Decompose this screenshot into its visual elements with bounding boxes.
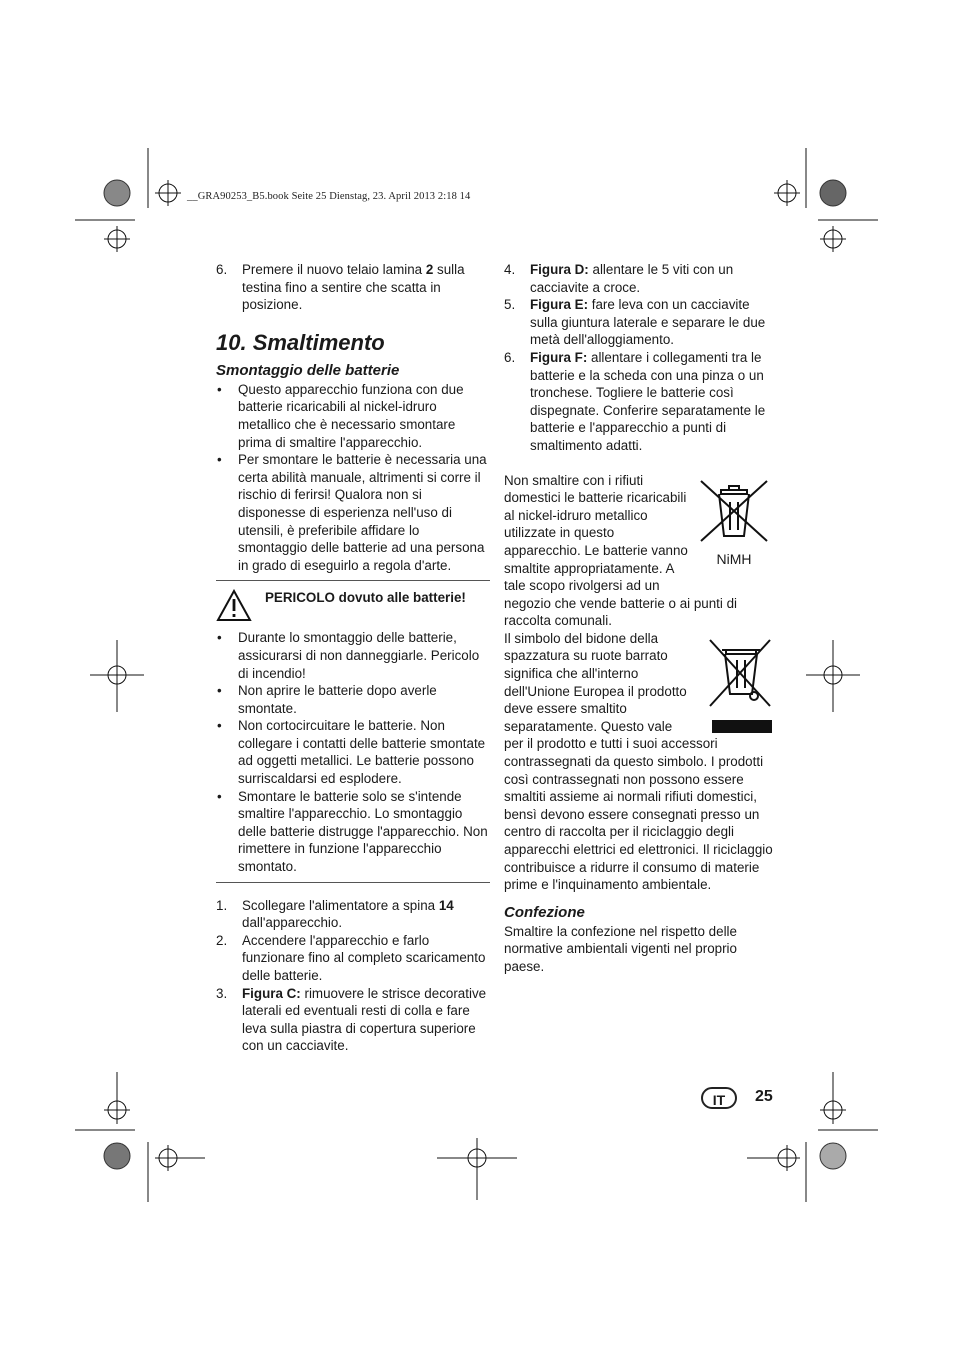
right-column xyxy=(504,261,780,976)
weee-symbol xyxy=(708,638,774,739)
nimh-label: NiMH xyxy=(716,551,752,567)
divider xyxy=(216,580,490,581)
subsection-title-packaging: Confezione xyxy=(504,903,585,921)
section-title: 10. Smaltimento xyxy=(216,329,385,355)
list-item: • Per smontare le batterie è necessaria una certa abilità manuale, altrimenti si corre il rischio di ferirsi! Qualora non si disponesse di esperienza nell'uso di utensili, è preferibile affidare lo smontaggio delle batterie ad una persona in grado di eseguirlo a regola d'arte. xyxy=(217,452,487,573)
list-item: • Durante lo smontaggio delle batterie, assicurarsi di non danneggiarle. Pericolo di incendio! xyxy=(217,630,480,681)
crossed-bin-icon xyxy=(697,478,771,544)
step-3: 3. Figura C: rimuovere le strisce decorative laterali ed eventuali resti di colla e fare leva sulla piastra di copertura superiore con un cacciavite. xyxy=(216,985,487,1054)
crossed-wheelie-bin-icon xyxy=(708,638,774,734)
list-item: • Smontare le batterie solo se s'intende smaltire l'apparecchio. Lo smontaggio delle batterie distrugge l'apparecchio. Non rimettere in funzione l'apparecchio smontato. xyxy=(217,788,488,875)
language-badge: IT xyxy=(701,1087,737,1109)
divider xyxy=(216,882,490,883)
battery-disposal-paragraph: Non smaltire con i rifiuti domestici le batterie ricaricabili al nickel-idruro metallico utilizzate in questo apparecchio. Le batterie vanno smaltite appropriatamente. A tale scopo rivolgersi ad un negozio che vende batterie o ai punti di raccolta comunali. xyxy=(504,472,738,629)
weee-paragraph: Il simbolo del bidone della spazzatura su ruote barrato significa che all'interno dell'Unione Europea il prodotto deve essere smaltito separatamente. Questo vale per il prodotto e tutti i suoi accessori contrassegnati da questo simbolo. I prodotti così contrassegnati non possono essere smaltiti assieme ai normali rifiuti domestici, bensì devono essere consegnati presso un centro di raccolta per il riciclaggio degli apparecchi elettrici ed elettronici. Il riciclaggio contribuisce a ridurre il consumo di materie prime e l'inquinamento ambientale. xyxy=(504,630,773,893)
warning-block xyxy=(216,589,490,629)
warning-triangle-icon xyxy=(216,589,252,622)
list-item: • Non aprire le batterie dopo averle smontate. xyxy=(217,683,437,716)
list-item: • Non cortocircuitare le batterie. Non collegare i contatti delle batterie smontate ad oggetti metallici. Le batterie possono surriscaldarsi ed esplodere. xyxy=(217,718,486,787)
book-header-line: __GRA90253_B5.book Seite 25 Dienstag, 23. April 2013 2:18 14 xyxy=(187,191,471,202)
step-2: 2. Accendere l'apparecchio e farlo funzionare fino al completo scaricamento delle batterie. xyxy=(216,932,486,983)
left-column xyxy=(216,261,490,1055)
step-6-left: 6. Premere il nuovo telaio lamina 2 sulla testina fino a sentire che scatta in posizione. xyxy=(216,262,465,313)
warning-title: PERICOLO dovuto alle batterie! xyxy=(265,590,466,606)
step-4: 4. Figura D: allentare le 5 viti con un cacciavite a croce. xyxy=(504,262,734,295)
page-number: 25 xyxy=(755,1088,773,1105)
packaging-paragraph: Smaltire la confezione nel rispetto delle normative ambientali vigenti nel proprio paese. xyxy=(504,923,737,974)
list-item: • Questo apparecchio funziona con due batterie ricaricabili al nickel-idruro metallico che è necessario smontare prima di smaltire l'apparecchio. xyxy=(217,381,464,450)
step-1: 1. Scollegare l'alimentatore a spina 14 dall'apparecchio. xyxy=(216,897,454,931)
nimh-battery-symbol xyxy=(697,478,771,567)
subsection-title-batteries: Smontaggio delle batterie xyxy=(216,361,400,379)
step-5: 5. Figura E: fare leva con un cacciavite sulla giuntura laterale e separare le due metà dell'alloggiamento. xyxy=(504,297,766,348)
step-6-right: 6. Figura F: allentare i collegamenti tra le batterie e la scheda con una pinza o un tronchese. Togliere le batterie così dispegnate. Conferire separatamente le batterie e l'apparecchio a punti di smaltimento adatti. xyxy=(504,349,766,453)
